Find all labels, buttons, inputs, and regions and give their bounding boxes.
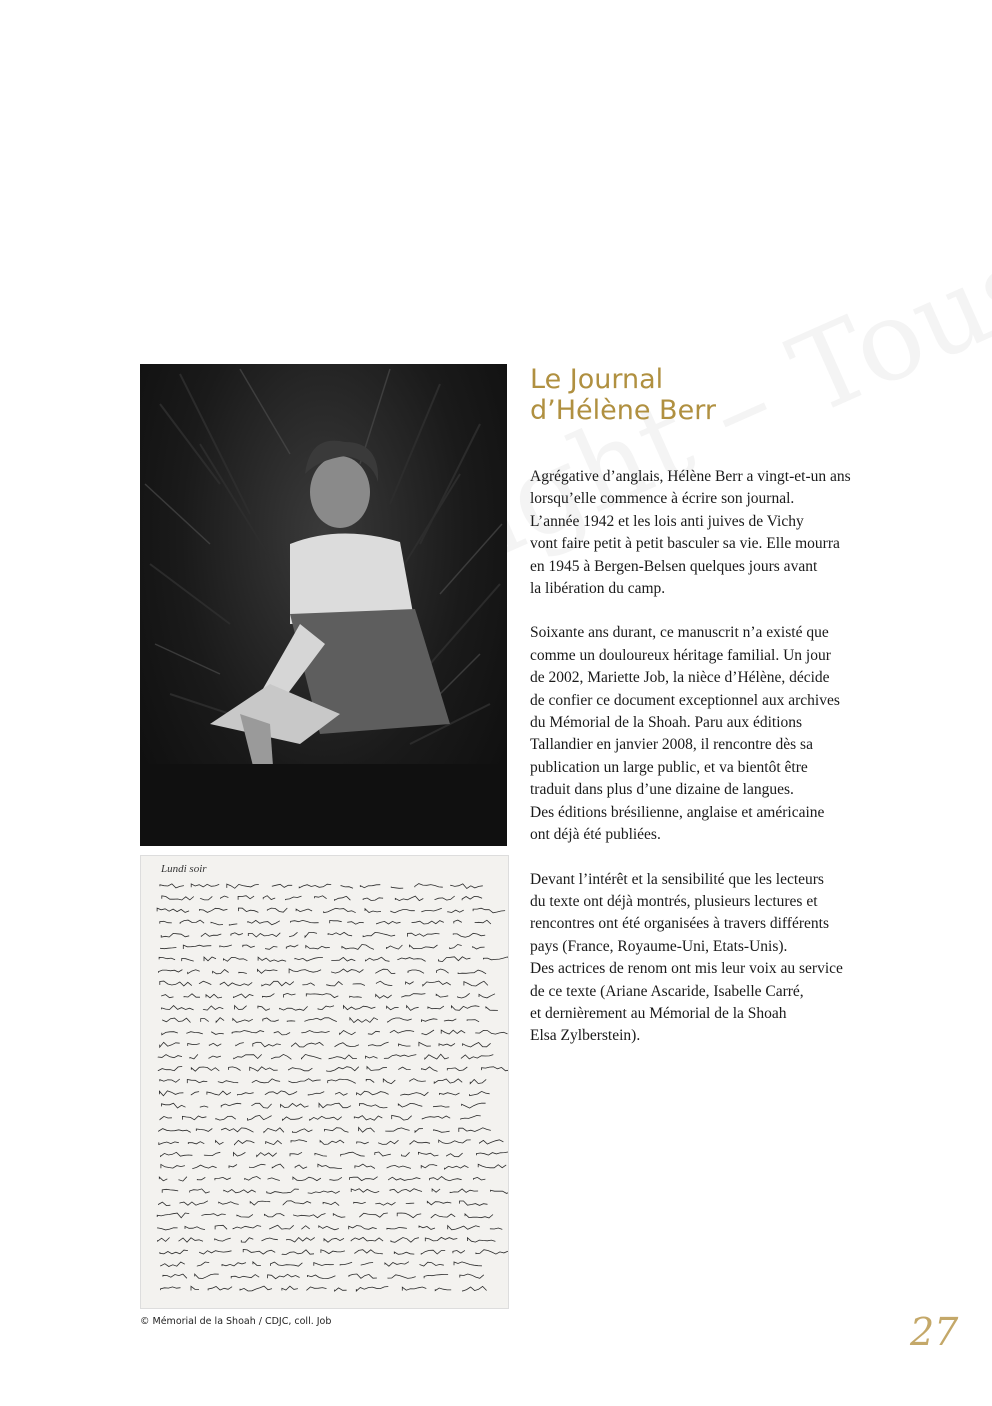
text-line: Devant l’intérêt et la sensibilité que les lecteurs	[530, 870, 824, 888]
handwriting-line	[163, 1018, 480, 1023]
handwriting-line	[161, 1262, 482, 1267]
handwriting-line	[163, 1274, 484, 1279]
handwriting-line	[161, 1164, 506, 1169]
manuscript-heading: Lundi soir	[161, 863, 207, 875]
text-line: Elsa Zylberstein).	[530, 1027, 641, 1045]
text-line: de 2002, Mariette Job, la nièce d’Hélène, décide	[530, 669, 830, 687]
text-line: et dernièrement au Mémorial de la Shoah	[530, 1004, 787, 1022]
handwriting-line	[159, 1140, 504, 1145]
handwriting-line	[160, 945, 484, 950]
handwriting-line	[159, 1177, 485, 1182]
handwriting-line	[158, 1225, 503, 1230]
text-line: L’année 1942 et les lois anti juives de Vichy	[530, 512, 804, 530]
manuscript-page-image	[140, 855, 509, 1309]
paragraph-intro	[530, 466, 900, 600]
handwriting-line	[160, 884, 483, 889]
handwriting-line	[158, 1054, 493, 1059]
title-line-1: Le Journal	[530, 364, 664, 395]
handwriting-line	[160, 1115, 481, 1120]
handwriting-line	[160, 1042, 491, 1047]
handwriting-line	[157, 908, 505, 913]
handwriting-line	[162, 1103, 486, 1108]
text-line: de confier ce document exceptionnel aux archives	[530, 691, 840, 709]
title-line-2: d’Hélène Berr	[530, 395, 716, 426]
handwriting-line	[162, 896, 482, 901]
handwriting-line	[158, 969, 486, 974]
handwriting-line	[158, 1201, 487, 1206]
handwriting-line	[160, 981, 488, 986]
handwriting-line	[162, 1006, 498, 1011]
text-line: traduit dans plus d’une dizaine de langues.	[530, 781, 794, 799]
handwriting-line	[161, 1286, 487, 1291]
handwriting-line	[160, 920, 491, 925]
text-line: Tallandier en janvier 2008, il rencontre dès sa	[530, 736, 813, 754]
text-line: du texte ont déjà montrés, plusieurs lectures et	[530, 892, 818, 910]
handwriting-line	[162, 1030, 508, 1035]
handwriting-line	[160, 1152, 508, 1157]
photo-caption: © Mémorial de la Shoah / CDJC, coll. Job	[140, 1316, 332, 1327]
handwriting-line	[157, 1213, 493, 1218]
paragraph-manuscript-history	[530, 622, 900, 846]
text-line: Des éditions brésilienne, anglaise et américaine	[530, 803, 825, 821]
handwriting-line	[160, 1079, 486, 1084]
text-line: Agrégative d’anglais, Hélène Berr a vingt-et-un ans	[530, 468, 851, 485]
text-line: de ce texte (Ariane Ascaride, Isabelle Carré,	[530, 982, 804, 1000]
text-line: pays (France, Royaume-Uni, Etats-Unis).	[530, 937, 788, 955]
text-line: comme un douloureux héritage familial. Un jour	[530, 646, 831, 664]
text-line: rencontres ont été organisées à travers différents	[530, 915, 829, 933]
page-number: 27	[910, 1310, 959, 1354]
handwriting-line	[162, 1189, 508, 1194]
text-line: lorsqu’elle commence à écrire son journal.	[530, 490, 795, 508]
handwriting-line	[158, 1067, 508, 1072]
text-line: vont faire petit à petit basculer sa vie. Elle mourra	[530, 535, 840, 553]
text-line: du Mémorial de la Shoah. Paru aux éditions	[530, 714, 803, 732]
handwriting-line	[159, 957, 508, 962]
article-title	[530, 364, 716, 426]
paragraph-readings	[530, 869, 900, 1048]
text-line: Soixante ans durant, ce manuscrit n’a existé que	[530, 624, 829, 642]
handwriting-line	[159, 1091, 489, 1096]
handwriting-line	[160, 1250, 508, 1255]
handwriting-line	[162, 993, 496, 998]
text-line: en 1945 à Bergen-Belsen quelques jours avant	[530, 557, 818, 575]
text-line: Des actrices de renom ont mis leur voix au service	[530, 960, 843, 978]
article-body	[530, 466, 900, 1070]
text-line: la libération du camp.	[530, 580, 666, 598]
text-line: ont déjà été publiées.	[530, 826, 661, 844]
text-line: publication un large public, et va bientôt être	[530, 758, 808, 776]
portrait-photo	[140, 364, 507, 846]
handwriting-line	[158, 1237, 496, 1242]
handwriting-line	[161, 932, 485, 937]
handwriting-line	[159, 1128, 491, 1133]
